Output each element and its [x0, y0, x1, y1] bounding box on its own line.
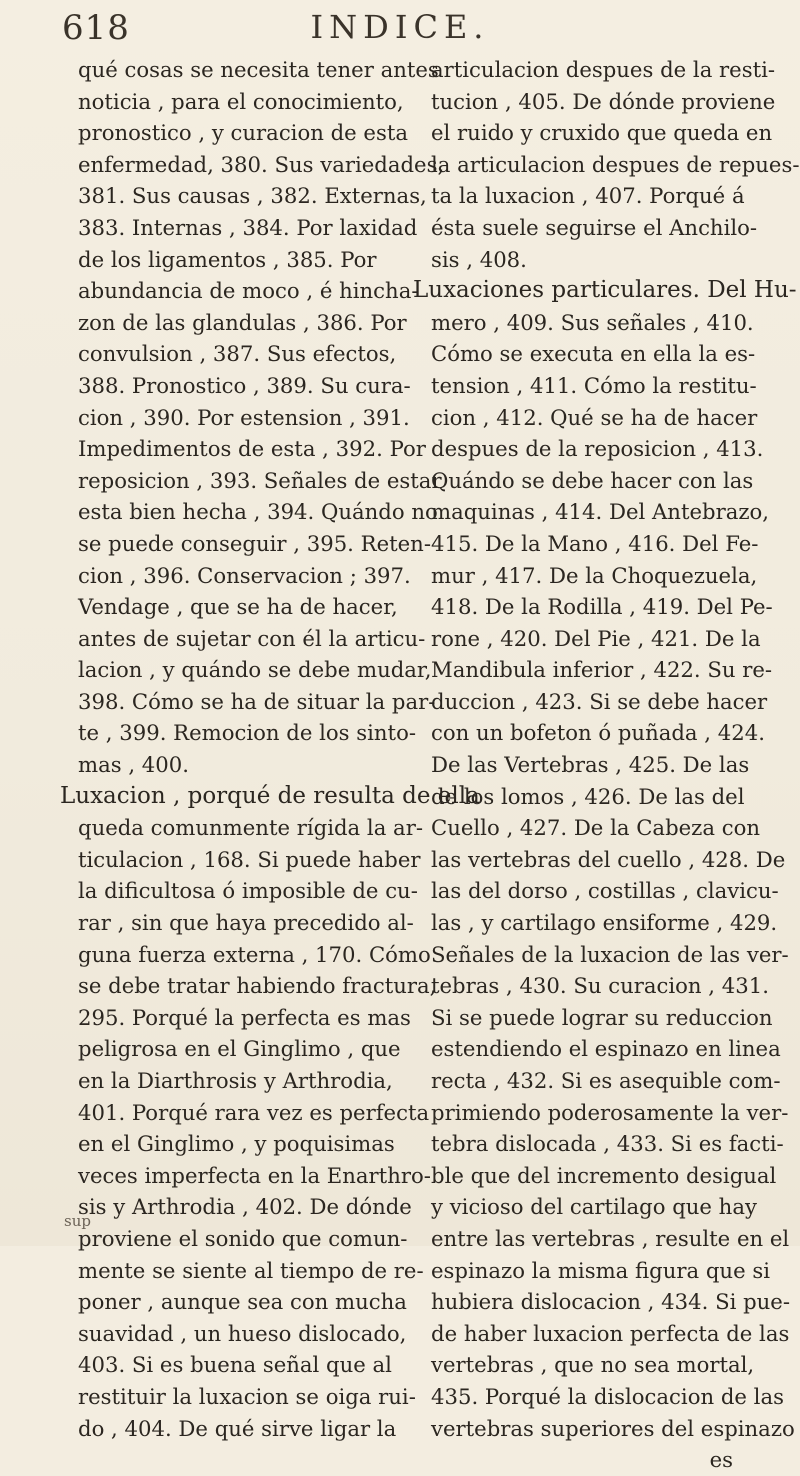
right-column-line: 435. Porqué la dislocacion de las — [431, 1383, 784, 1409]
right-column-line: mero , 409. Sus señales , 410. — [431, 309, 754, 335]
right-column-line: las , y cartilago ensiforme , 429. — [431, 910, 778, 936]
right-column-line: vertebras , que no sea mortal, — [431, 1352, 755, 1378]
left-column-line: reposicion , 393. Señales de estar — [78, 467, 442, 493]
left-column-line: en la Diarthrosis y Arthrodia, — [78, 1068, 393, 1093]
left-column-line: guna fuerza externa , 170. Cómo — [78, 941, 431, 967]
right-column-line: tucion , 405. De dónde proviene — [431, 88, 776, 114]
left-column-line: esta bien hecha , 394. Quándo no — [78, 499, 438, 525]
left-column-line: 403. Si es buena señal que al — [78, 1352, 392, 1378]
left-column-line: veces imperfecta en la Enarthro- — [78, 1162, 431, 1188]
right-column-line: estendiendo el espinazo en linea — [431, 1036, 781, 1062]
right-column-line: recta , 432. Si es asequible com- — [431, 1068, 781, 1093]
right-column — [413, 54, 800, 1476]
left-column-line: la dificultosa ó imposible de cu- — [78, 878, 418, 904]
page-number: 618 — [62, 8, 130, 48]
left-column-line: abundancia de moco , é hincha- — [78, 278, 419, 304]
right-column-line: Señales de la luxacion de las ver- — [431, 941, 789, 967]
right-column-line: despues de la reposicion , 413. — [431, 436, 764, 462]
right-column-line: ta la luxacion , 407. Porqué á — [431, 183, 745, 209]
right-column-line: De las Vertebras , 425. De las — [431, 752, 750, 778]
left-column-line: antes de sujetar con él la articu- — [78, 625, 426, 651]
right-column-line: primiendo poderosamente la ver- — [431, 1099, 789, 1125]
left-column-line: qué cosas se necesita tener antes — [78, 57, 439, 82]
right-column-line: el ruido y cruxido que queda en — [431, 120, 773, 146]
left-column-line: queda comunmente rígida la ar- — [78, 815, 423, 841]
right-column-line: las del dorso , costillas , clavicu- — [431, 878, 779, 904]
right-column-line: vertebras superiores del espinazo — [431, 1415, 795, 1441]
right-column-line: rone , 420. Del Pie , 421. De la — [431, 625, 761, 651]
right-column-line: Cómo se executa en ella la es- — [431, 341, 756, 367]
left-column-line: noticia , para el conocimiento, — [78, 88, 404, 114]
right-column-line: ésta suele seguirse el Anchilo- — [431, 214, 758, 240]
right-column-line: entre las vertebras , resulte en el — [431, 1225, 790, 1251]
right-column-line: Si se puede lograr su reduccion — [431, 1004, 773, 1030]
right-column-line: duccion , 423. Si se debe hacer — [431, 688, 768, 714]
left-column-line: zon de las glandulas , 386. Por — [78, 309, 407, 335]
right-column-line: cion , 412. Qué se ha de hacer — [431, 404, 758, 430]
right-column-line: con un bofeton ó puñada , 424. — [431, 720, 765, 746]
right-column-line: Cuello , 427. De la Cabeza con — [431, 815, 760, 841]
right-column-line: Mandibula inferior , 422. Su re- — [431, 657, 773, 683]
left-column-line: cion , 390. Por estension , 391. — [78, 404, 410, 430]
right-column-line: tebra dislocada , 433. Si es facti- — [431, 1131, 784, 1157]
right-column-line: Luxaciones particulares. Del Hu- — [413, 277, 797, 304]
left-column-line: en el Ginglimo , y poquisimas — [78, 1131, 395, 1157]
left-column-line: de los ligamentos , 385. Por — [78, 246, 377, 272]
left-column-line: 401. Porqué rara vez es perfecta — [78, 1099, 430, 1125]
left-column-line: restituir la luxacion se oiga rui- — [78, 1383, 416, 1409]
left-column-line: rar , sin que haya precedido al- — [78, 910, 414, 936]
left-column-line: convulsion , 387. Sus efectos, — [78, 341, 397, 367]
right-column-line: Quándo se debe hacer con las — [431, 467, 754, 493]
right-column-line: y vicioso del cartilago que hay — [431, 1194, 757, 1220]
right-column-line: 415. De la Mano , 416. Del Fe- — [431, 530, 759, 556]
left-column-line: se puede conseguir , 395. Reten- — [78, 530, 431, 556]
left-column-line: poner , aunque sea con mucha — [78, 1289, 407, 1315]
left-column-line: ticulacion , 168. Si puede haber — [78, 846, 421, 872]
left-column-line: lacion , y quándo se debe mudar, — [78, 657, 432, 683]
left-column-line: sis y Arthrodia , 402. De dónde — [78, 1194, 412, 1220]
left-column-line: mas , 400. — [78, 752, 189, 778]
right-column-line: hubiera dislocacion , 434. Si pue- — [431, 1289, 790, 1315]
left-column-line: Impedimentos de esta , 392. Por — [78, 436, 426, 462]
left-column-line: 388. Pronostico , 389. Su cura- — [78, 372, 411, 398]
left-column-line: 383. Internas , 384. Por laxidad — [78, 214, 418, 240]
right-column-line: mur , 417. De la Choquezuela, — [431, 562, 758, 588]
right-column-line: tebras , 430. Su curacion , 431. — [431, 973, 769, 999]
left-column-line: te , 399. Remocion de los sinto- — [78, 720, 416, 746]
right-column-line: las vertebras del cuello , 428. De — [431, 846, 786, 872]
right-column-line: tension , 411. Cómo la restitu- — [431, 372, 757, 398]
left-column-line: se debe tratar habiendo fractura, — [78, 973, 437, 999]
signature-mark: sup — [64, 1212, 91, 1230]
left-column-line: pronostico , y curacion de esta — [78, 120, 408, 146]
right-column-line: de los lomos , 426. De las del — [431, 783, 745, 809]
left-column-line: 398. Cómo se ha de situar la par- — [78, 688, 436, 714]
right-column-line: es — [709, 1447, 733, 1473]
left-column-line: do , 404. De qué sirve ligar la — [78, 1415, 397, 1441]
left-column-line: 295. Porqué la perfecta es mas — [78, 1004, 411, 1030]
right-column-line: maquinas , 414. Del Antebrazo, — [431, 499, 769, 525]
left-column-line: enfermedad, 380. Sus variedades, — [78, 151, 445, 177]
right-column-line: 418. De la Rodilla , 419. Del Pe- — [431, 594, 773, 620]
right-column-line: espinazo la misma figura que si — [431, 1257, 770, 1283]
right-column-line: articulacion despues de la resti- — [431, 57, 776, 82]
left-column-line: mente se siente al tiempo de re- — [78, 1257, 424, 1283]
left-column-line: peligrosa en el Ginglimo , que — [78, 1036, 401, 1062]
left-column-line: Vendage , que se ha de hacer, — [78, 594, 398, 620]
left-column-line: suavidad , un hueso dislocado, — [78, 1320, 407, 1346]
left-column-line: proviene el sonido que comun- — [78, 1225, 408, 1251]
left-column-line: 381. Sus causas , 382. Externas, — [78, 183, 427, 209]
running-title: INDICE. — [310, 8, 490, 46]
left-column-line: Luxacion , porqué de resulta de ella — [60, 782, 480, 809]
left-column-line: cion , 396. Conservacion ; 397. — [78, 562, 411, 588]
right-column-line: la articulacion despues de repues- — [431, 151, 800, 177]
right-column-line: sis , 408. — [431, 246, 527, 272]
right-column-line: de haber luxacion perfecta de las — [431, 1320, 790, 1346]
right-column-line: ble que del incremento desigual — [431, 1162, 777, 1188]
